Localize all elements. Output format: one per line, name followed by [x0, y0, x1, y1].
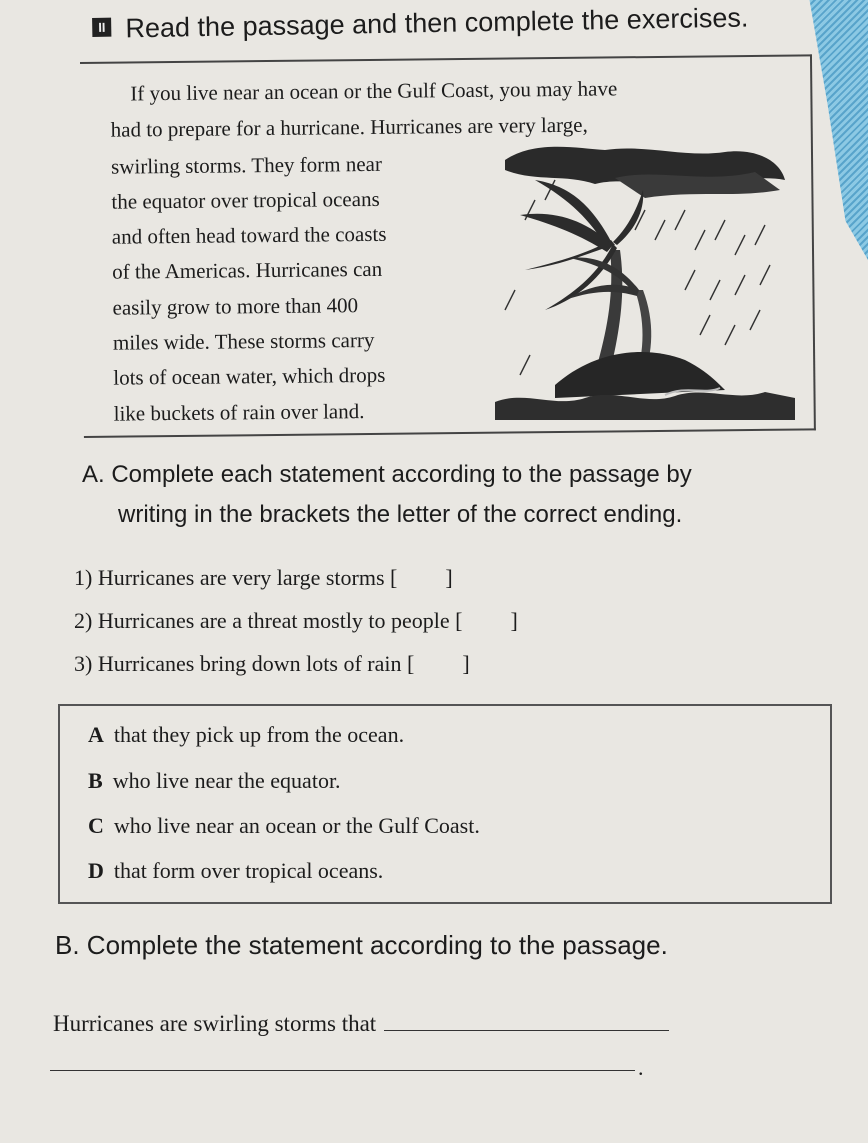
choice-c — [88, 813, 480, 839]
choice-text: who live near an ocean or the Gulf Coast. — [113, 813, 480, 838]
exercise-header — [92, 3, 749, 45]
passage-line: like buckets of rain over land. — [113, 399, 365, 426]
choice-a — [88, 722, 404, 748]
question-2 — [74, 608, 518, 634]
hurricane-illustration — [495, 140, 795, 420]
choice-letter: D — [88, 858, 104, 883]
choice-text: that they pick up from the ocean. — [113, 722, 405, 747]
choice-b — [88, 768, 341, 794]
passage-line: of the Americas. Hurricanes can — [112, 256, 383, 284]
choices-box — [58, 704, 832, 904]
exercise-title: Read the passage and then complete the exercises. — [125, 2, 749, 44]
choice-letter: A — [88, 722, 104, 747]
section-a-line2: writing in the brackets the letter of the correct ending. — [118, 501, 683, 528]
answer-line-2[interactable] — [50, 1070, 635, 1071]
section-number-badge: II — [92, 18, 112, 37]
question-1 — [74, 565, 453, 591]
question-2-text: 2) Hurricanes are a threat mostly to people [ — [74, 608, 463, 633]
choice-d — [88, 858, 383, 884]
question-1-text: 1) Hurricanes are very large storms [ — [74, 565, 398, 590]
statement-period: . — [638, 1055, 644, 1080]
close-bracket: ] — [462, 651, 470, 676]
fill-in-statement — [53, 1010, 669, 1037]
passage-line: easily grow to more than 400 — [112, 293, 359, 320]
choice-text: that form over tropical oceans. — [113, 858, 384, 883]
fill-in-prompt: Hurricanes are swirling storms that — [53, 1011, 377, 1036]
close-bracket: ] — [445, 565, 453, 590]
question-3 — [74, 651, 470, 677]
passage-line: had to prepare for a hurricane. Hurricanes are very large, — [110, 112, 588, 142]
passage-line: the equator over tropical oceans — [111, 186, 380, 214]
passage-line: If you live near an ocean or the Gulf Coast, you may have — [130, 76, 618, 106]
choice-text: who live near the equator. — [112, 768, 341, 793]
passage-line: swirling storms. They form near — [110, 151, 383, 179]
passage-line: and often head toward the coasts — [111, 221, 387, 249]
passage-line: lots of ocean water, which drops — [113, 362, 386, 390]
section-a-line1: A. Complete each statement according to the passage by — [82, 461, 692, 488]
close-bracket: ] — [510, 608, 518, 633]
answer-line-1[interactable] — [384, 1010, 669, 1031]
section-b-instructions: B. Complete the statement according to the passage. — [55, 930, 668, 960]
passage-line: miles wide. These storms carry — [112, 327, 375, 355]
question-3-text: 3) Hurricanes bring down lots of rain [ — [74, 651, 415, 676]
choice-letter: B — [88, 768, 103, 793]
choice-letter: C — [88, 813, 104, 838]
section-a-instructions — [82, 455, 842, 535]
